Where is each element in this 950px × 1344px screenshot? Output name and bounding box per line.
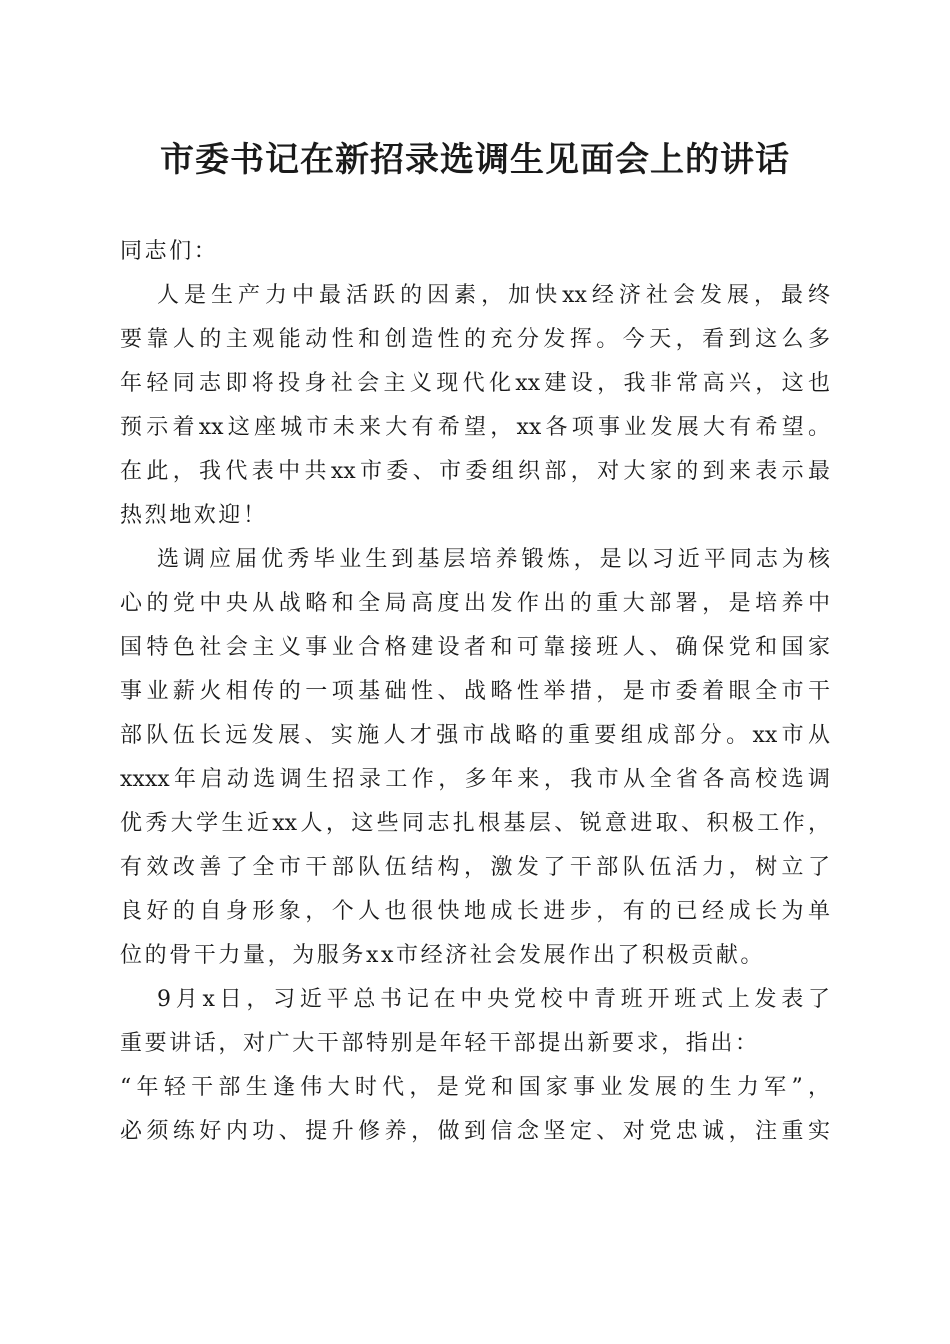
paragraph-line: 国特色社会主义事业合格建设者和可靠接班人、确保党和国家 <box>120 635 830 660</box>
paragraph-line: 重要讲话，对广大干部特别是年轻干部提出新要求，指出： <box>120 1031 760 1056</box>
paragraph-line: 必须练好内功、提升修养，做到信念坚定、对党忠诚，注重实 <box>120 1119 830 1144</box>
paragraph-line: 热烈地欢迎！ <box>120 503 268 528</box>
paragraph-line: 有效改善了全市干部队伍结构，激发了干部队伍活力，树立了 <box>120 855 830 880</box>
salutation: 同志们： <box>120 239 219 264</box>
paragraph-line: 要靠人的主观能动性和创造性的充分发挥。今天，看到这么多 <box>120 327 830 352</box>
paragraph-line: 预示着xx这座城市未来大有希望，xx各项事业发展大有希望。 <box>120 415 830 440</box>
paragraph-line: 选调应届优秀毕业生到基层培养锻炼，是以习近平同志为核 <box>157 547 830 572</box>
paragraph-line: 年轻同志即将投身社会主义现代化xx建设，我非常高兴，这也 <box>120 371 830 396</box>
paragraph-line: 良好的自身形象，个人也很快地成长进步，有的已经成长为单 <box>120 899 830 924</box>
paragraph-line: xxxx年启动选调生招录工作，多年来，我市从全省各高校选调 <box>120 767 830 792</box>
paragraph-line: 心的党中央从战略和全局高度出发作出的重大部署，是培养中 <box>120 591 830 616</box>
paragraph-line: 在此，我代表中共xx市委、市委组织部，对大家的到来表示最 <box>120 459 830 484</box>
paragraph-line: 位的骨干力量，为服务xx市经济社会发展作出了积极贡献。 <box>120 943 766 968</box>
paragraph-line: “年轻干部生逢伟大时代，是党和国家事业发展的生力军”， <box>120 1075 830 1100</box>
paragraph-line: 人是生产力中最活跃的因素，加快xx经济社会发展，最终 <box>157 283 830 308</box>
document-title: 市委书记在新招录选调生见面会上的讲话 <box>160 140 790 180</box>
document-body <box>120 230 830 1154</box>
paragraph-line: 事业薪火相传的一项基础性、战略性举措，是市委着眼全市干 <box>120 679 830 704</box>
paragraph-line: 9月x日，习近平总书记在中央党校中青班开班式上发表了 <box>157 987 830 1012</box>
paragraph-line: 优秀大学生近xx人，这些同志扎根基层、锐意进取、积极工作， <box>120 811 830 836</box>
paragraph-line: 部队伍长远发展、实施人才强市战略的重要组成部分。xx市从 <box>120 723 830 748</box>
